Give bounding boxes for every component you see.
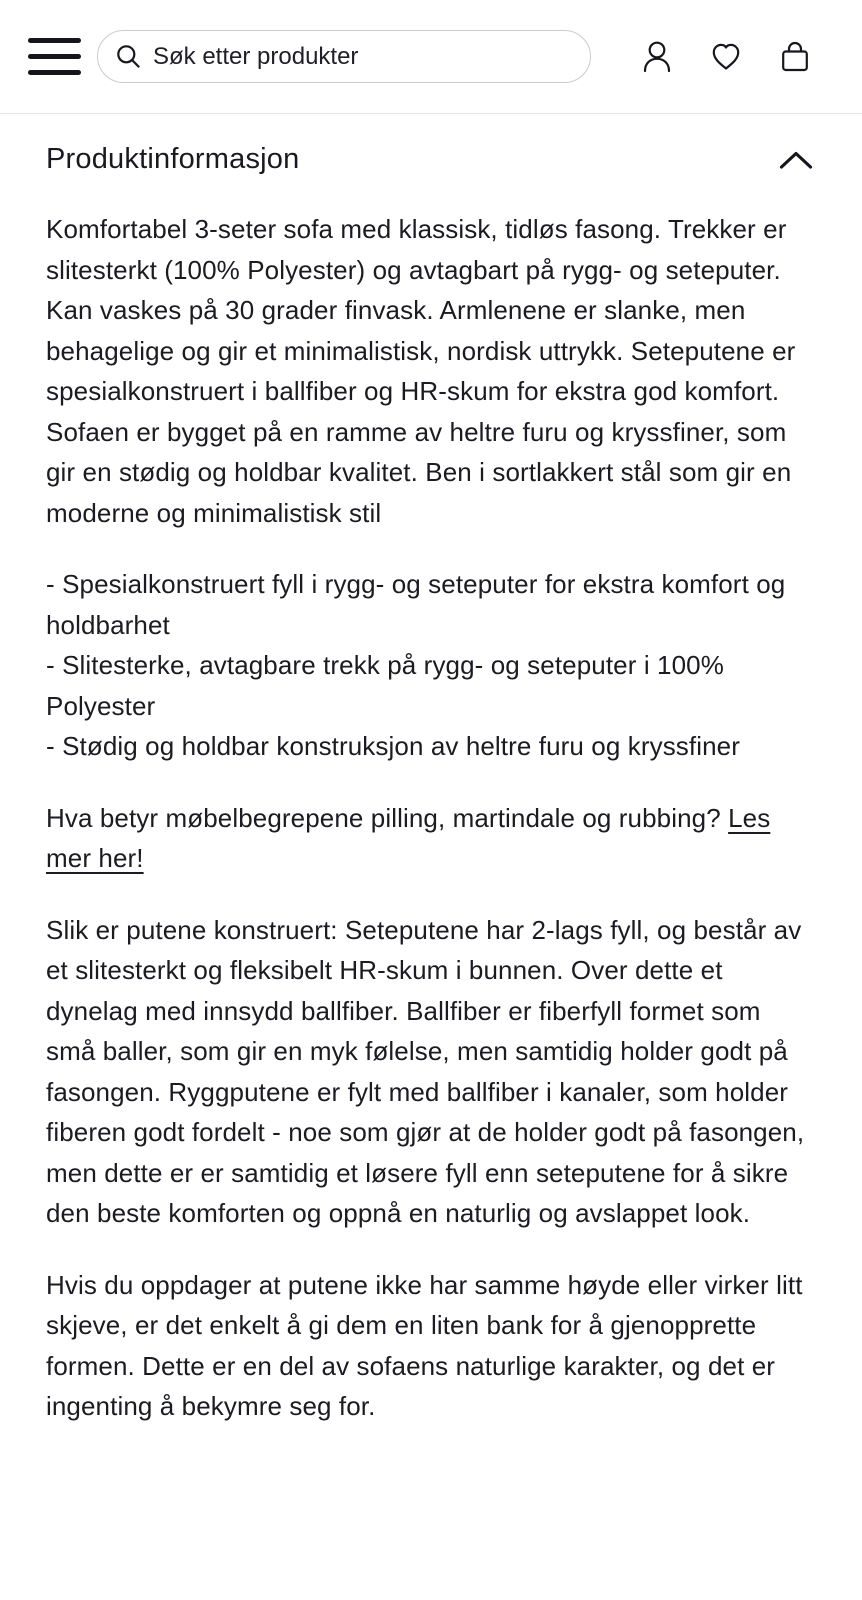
hamburger-icon	[28, 70, 81, 75]
fabric-terms-paragraph	[46, 798, 816, 879]
fabric-terms-question: Hva betyr møbelbegrepene pilling, martindale og rubbing?	[46, 802, 721, 833]
search-icon	[115, 43, 142, 70]
cushion-construction-paragraph: Slik er putene konstruert: Seteputene har 2-lags fyll, og består av et slitesterkt og fleksibelt HR-skum i bunnen. Over dette et dynelag med innsydd ballfiber. Ballfiber er fiberfyll formet som små baller, som gir en myk følelse, men samtidig holder godt på fasongen. Ryggputene er fylt med ballfiber i kanaler, som holder fiberen godt fordelt - noe som gjør at de holder godt på fasongen, men dette er er samtidig et løsere fyll enn seteputene for å sikre den beste komforten og oppnå en naturlig og avslappet look.	[46, 914, 805, 1228]
hamburger-menu-button[interactable]	[28, 38, 81, 75]
product-description: Komfortabel 3-seter sofa med klassisk, tidløs fasong. Trekker er slitesterkt (100% Polyester) og avtagbart på rygg- og seteputer. Kan vaskes på 30 grader finvask. Armlenene er slanke, men behagelige og gir et minimalistisk, nordisk uttrykk. Seteputene er spesialkonstruert i ballfiber og HR-skum for ekstra god komfort. Sofaen er bygget på en ramme av heltre furu og kryssfiner, som gir en stødig og holdbar kvalitet. Ben i sortlakkert stål som gir en moderne og minimalistisk stil	[46, 214, 796, 528]
feature-item: - Stødig og holdbar konstruksjon av heltre furu og kryssfiner	[46, 731, 740, 761]
cushion-care-note: Hvis du oppdager at putene ikke har samme høyde eller virker litt skjeve, er det enkelt å gi dem en liten bank for å gjenopprette formen. Dette er en del av sofaens naturlige karakter, og det er ingenting å bekymre seg for.	[46, 1269, 803, 1421]
site-header	[0, 0, 862, 114]
feature-item: - Slitesterke, avtagbare trekk på rygg- og seteputer i 100% Polyester	[46, 650, 724, 721]
section-title: Produktinformasjon	[46, 143, 300, 175]
feature-item: - Spesialkonstruert fyll i rygg- og seteputer for ekstra komfort og holdbarhet	[46, 569, 786, 640]
bag-icon	[776, 38, 814, 76]
search-input[interactable]	[153, 43, 574, 71]
account-icon	[638, 38, 676, 76]
heart-icon	[707, 38, 745, 76]
hamburger-icon	[28, 38, 81, 43]
account-button[interactable]	[638, 38, 676, 76]
collapse-section-button[interactable]	[776, 144, 816, 176]
search-bar[interactable]	[97, 30, 591, 83]
hamburger-icon	[28, 54, 81, 59]
wishlist-button[interactable]	[707, 38, 745, 76]
read-more-link[interactable]: Les mer her!	[46, 802, 771, 873]
chevron-up-icon	[778, 148, 814, 172]
header-actions	[638, 38, 814, 76]
feature-list	[46, 564, 816, 767]
section-header	[46, 143, 816, 176]
product-info-section	[0, 114, 862, 1427]
cart-button[interactable]	[776, 38, 814, 76]
